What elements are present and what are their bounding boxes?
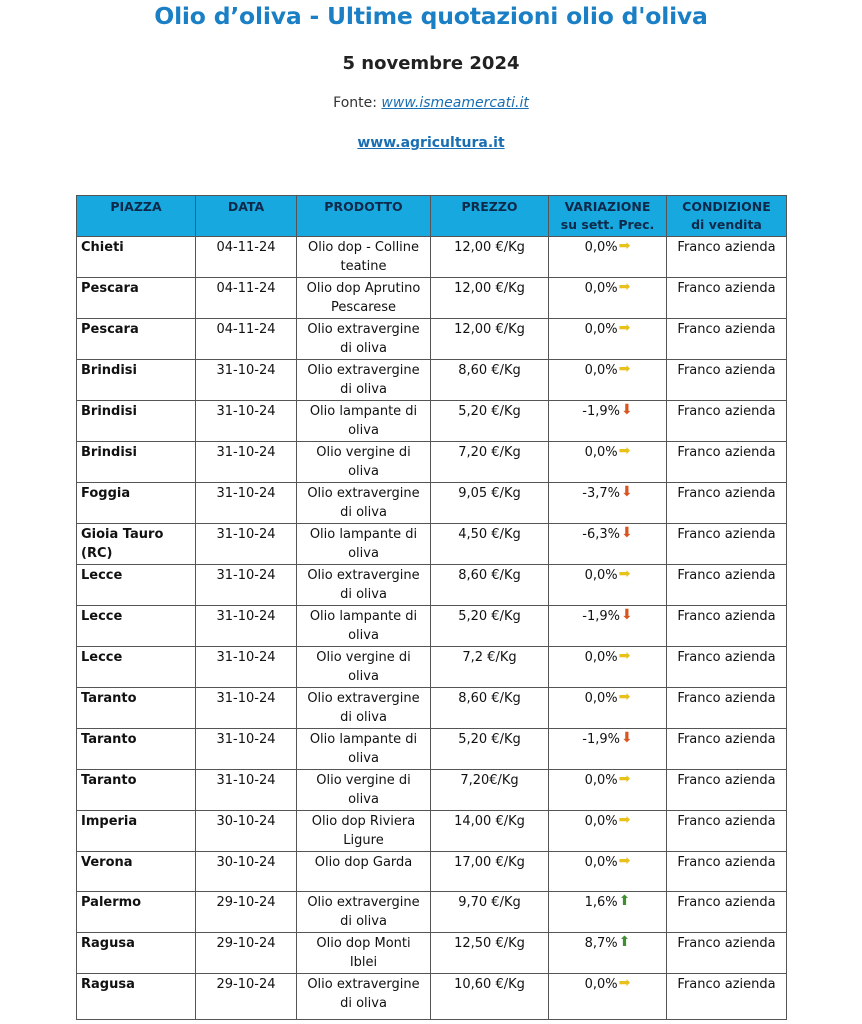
table-row — [77, 811, 787, 852]
data-cell: 04-11-24 — [196, 278, 297, 319]
prezzo-cell: 4,50 €/Kg — [431, 524, 549, 565]
variazione-cell — [549, 933, 667, 974]
variazione-value: 0,0% — [584, 977, 618, 992]
variazione-cell — [549, 278, 667, 319]
data-cell: 30-10-24 — [196, 811, 297, 852]
variazione-value: 0,0% — [584, 855, 618, 870]
data-cell: 29-10-24 — [196, 933, 297, 974]
trend-down-arrow-icon: ⬇ — [620, 730, 633, 746]
table-row — [77, 892, 787, 933]
data-cell: 31-10-24 — [196, 770, 297, 811]
data-cell: 31-10-24 — [196, 647, 297, 688]
prezzo-cell: 7,20€/Kg — [431, 770, 549, 811]
table-row — [77, 852, 787, 892]
piazza-cell: Foggia — [77, 483, 196, 524]
prezzo-cell: 9,05 €/Kg — [431, 483, 549, 524]
prezzo-cell: 5,20 €/Kg — [431, 606, 549, 647]
table-row — [77, 360, 787, 401]
variazione-value: 0,0% — [584, 281, 618, 296]
table-header-row — [77, 196, 787, 237]
prezzo-cell: 12,00 €/Kg — [431, 319, 549, 360]
condizione-cell: Franco azienda — [667, 278, 787, 319]
data-cell: 31-10-24 — [196, 729, 297, 770]
trend-right-arrow-icon: ➡ — [618, 689, 631, 705]
prodotto-cell: Olio dop Aprutino Pescarese — [297, 278, 431, 319]
variazione-value: 0,0% — [584, 773, 618, 788]
header-variazione — [549, 196, 667, 237]
variazione-cell — [549, 565, 667, 606]
table-row — [77, 237, 787, 278]
header-condizione-line1: CONDIZIONE — [682, 199, 771, 214]
header-data: DATA — [196, 196, 297, 237]
piazza-cell: Lecce — [77, 565, 196, 606]
prezzo-cell: 12,50 €/Kg — [431, 933, 549, 974]
condizione-cell: Franco azienda — [667, 811, 787, 852]
piazza-cell: Brindisi — [77, 360, 196, 401]
variazione-value: -3,7% — [582, 486, 620, 501]
prezzo-cell: 7,20 €/Kg — [431, 442, 549, 483]
prodotto-cell: Olio extravergine di oliva — [297, 360, 431, 401]
variazione-cell — [549, 770, 667, 811]
source-link[interactable]: www.ismeamercati.it — [381, 95, 529, 111]
condizione-cell: Franco azienda — [667, 483, 787, 524]
site-line — [0, 135, 862, 151]
piazza-cell: Lecce — [77, 647, 196, 688]
trend-right-arrow-icon: ➡ — [618, 320, 631, 336]
variazione-cell — [549, 647, 667, 688]
piazza-cell: Palermo — [77, 892, 196, 933]
trend-right-arrow-icon: ➡ — [618, 975, 631, 991]
variazione-cell — [549, 319, 667, 360]
table-row — [77, 729, 787, 770]
page-title: Olio d’oliva - Ultime quotazioni olio d'oliva — [154, 2, 708, 30]
trend-right-arrow-icon: ➡ — [618, 648, 631, 664]
trend-down-arrow-icon: ⬇ — [620, 402, 633, 418]
piazza-cell: Brindisi — [77, 442, 196, 483]
variazione-cell — [549, 524, 667, 565]
prodotto-cell: Olio extravergine di oliva — [297, 319, 431, 360]
trend-right-arrow-icon: ➡ — [618, 771, 631, 787]
condizione-cell: Franco azienda — [667, 565, 787, 606]
piazza-cell: Taranto — [77, 688, 196, 729]
piazza-cell: Taranto — [77, 770, 196, 811]
prezzo-cell: 12,00 €/Kg — [431, 237, 549, 278]
variazione-value: 0,0% — [584, 814, 618, 829]
variazione-cell — [549, 360, 667, 401]
condizione-cell: Franco azienda — [667, 729, 787, 770]
variazione-cell — [549, 401, 667, 442]
trend-down-arrow-icon: ⬇ — [620, 607, 633, 623]
trend-right-arrow-icon: ➡ — [618, 812, 631, 828]
condizione-cell: Franco azienda — [667, 442, 787, 483]
table-row — [77, 688, 787, 729]
prezzo-cell: 14,00 €/Kg — [431, 811, 549, 852]
prezzo-cell: 5,20 €/Kg — [431, 401, 549, 442]
table-row — [77, 565, 787, 606]
piazza-cell: Chieti — [77, 237, 196, 278]
variazione-value: 0,0% — [584, 445, 618, 460]
prodotto-cell: Olio extravergine di oliva — [297, 688, 431, 729]
piazza-cell: Imperia — [77, 811, 196, 852]
data-cell: 31-10-24 — [196, 483, 297, 524]
table-row — [77, 647, 787, 688]
condizione-cell: Franco azienda — [667, 360, 787, 401]
prodotto-cell: Olio extravergine di oliva — [297, 565, 431, 606]
condizione-cell: Franco azienda — [667, 688, 787, 729]
site-link[interactable]: www.agricultura.it — [357, 135, 505, 151]
table-row — [77, 974, 787, 1020]
variazione-cell — [549, 483, 667, 524]
header-prodotto: PRODOTTO — [297, 196, 431, 237]
prodotto-cell: Olio lampante di oliva — [297, 729, 431, 770]
variazione-value: 0,0% — [584, 240, 618, 255]
variazione-value: 8,7% — [584, 936, 618, 951]
piazza-cell: Pescara — [77, 319, 196, 360]
prezzo-cell: 17,00 €/Kg — [431, 852, 549, 892]
variazione-value: 1,6% — [584, 895, 618, 910]
prezzo-cell: 8,60 €/Kg — [431, 565, 549, 606]
header-variazione-line1: VARIAZIONE — [564, 199, 651, 214]
condizione-cell: Franco azienda — [667, 974, 787, 1020]
prodotto-cell: Olio lampante di oliva — [297, 401, 431, 442]
condizione-cell: Franco azienda — [667, 401, 787, 442]
prezzo-cell: 9,70 €/Kg — [431, 892, 549, 933]
header-variazione-line2: su sett. Prec. — [560, 217, 655, 232]
condizione-cell: Franco azienda — [667, 606, 787, 647]
prodotto-cell: Olio extravergine di oliva — [297, 483, 431, 524]
data-cell: 31-10-24 — [196, 401, 297, 442]
source-line — [0, 95, 862, 111]
prodotto-cell: Olio dop - Colline teatine — [297, 237, 431, 278]
trend-right-arrow-icon: ➡ — [618, 853, 631, 869]
piazza-cell: Brindisi — [77, 401, 196, 442]
table-row — [77, 278, 787, 319]
variazione-value: 0,0% — [584, 322, 618, 337]
table-row — [77, 933, 787, 974]
trend-right-arrow-icon: ➡ — [618, 566, 631, 582]
trend-up-arrow-icon: ⬆ — [618, 893, 631, 909]
prodotto-cell: Olio extravergine di oliva — [297, 974, 431, 1020]
trend-right-arrow-icon: ➡ — [618, 238, 631, 254]
prodotto-cell: Olio vergine di oliva — [297, 442, 431, 483]
prodotto-cell: Olio dop Garda — [297, 852, 431, 892]
trend-right-arrow-icon: ➡ — [618, 443, 631, 459]
variazione-cell — [549, 237, 667, 278]
data-cell: 31-10-24 — [196, 565, 297, 606]
trend-up-arrow-icon: ⬆ — [618, 934, 631, 950]
piazza-cell: Taranto — [77, 729, 196, 770]
prodotto-cell: Olio lampante di oliva — [297, 606, 431, 647]
variazione-cell — [549, 974, 667, 1020]
variazione-cell — [549, 811, 667, 852]
report-date: 5 novembre 2024 — [342, 53, 520, 74]
data-cell: 29-10-24 — [196, 892, 297, 933]
table-row — [77, 483, 787, 524]
variazione-cell — [549, 442, 667, 483]
header-condizione — [667, 196, 787, 237]
prezzo-cell: 5,20 €/Kg — [431, 729, 549, 770]
variazione-value: -6,3% — [582, 527, 620, 542]
trend-right-arrow-icon: ➡ — [618, 361, 631, 377]
prodotto-cell: Olio vergine di oliva — [297, 647, 431, 688]
variazione-cell — [549, 606, 667, 647]
data-cell: 04-11-24 — [196, 237, 297, 278]
table-row — [77, 770, 787, 811]
prezzo-cell: 8,60 €/Kg — [431, 360, 549, 401]
source-label: Fonte: — [333, 95, 382, 111]
data-cell: 29-10-24 — [196, 974, 297, 1020]
header-condizione-line2: di vendita — [691, 217, 762, 232]
prodotto-cell: Olio extravergine di oliva — [297, 892, 431, 933]
piazza-cell: Gioia Tauro (RC) — [77, 524, 196, 565]
condizione-cell: Franco azienda — [667, 770, 787, 811]
prodotto-cell: Olio lampante di oliva — [297, 524, 431, 565]
data-cell: 31-10-24 — [196, 688, 297, 729]
table-row — [77, 401, 787, 442]
variazione-value: 0,0% — [584, 691, 618, 706]
prodotto-cell: Olio dop Riviera Ligure — [297, 811, 431, 852]
table-row — [77, 442, 787, 483]
variazione-cell — [549, 852, 667, 892]
header-piazza: PIAZZA — [77, 196, 196, 237]
table-row — [77, 524, 787, 565]
variazione-value: -1,9% — [582, 404, 620, 419]
variazione-cell — [549, 892, 667, 933]
trend-down-arrow-icon: ⬇ — [620, 484, 633, 500]
prodotto-cell: Olio dop Monti Iblei — [297, 933, 431, 974]
prodotto-cell: Olio vergine di oliva — [297, 770, 431, 811]
data-cell: 31-10-24 — [196, 360, 297, 401]
condizione-cell: Franco azienda — [667, 892, 787, 933]
prezzo-cell: 10,60 €/Kg — [431, 974, 549, 1020]
prezzo-cell: 7,2 €/Kg — [431, 647, 549, 688]
trend-down-arrow-icon: ⬇ — [620, 525, 633, 541]
condizione-cell: Franco azienda — [667, 319, 787, 360]
trend-right-arrow-icon: ➡ — [618, 279, 631, 295]
data-cell: 31-10-24 — [196, 442, 297, 483]
header-prezzo: PREZZO — [431, 196, 549, 237]
table-row — [77, 606, 787, 647]
variazione-cell — [549, 729, 667, 770]
data-cell: 31-10-24 — [196, 606, 297, 647]
prezzo-cell: 8,60 €/Kg — [431, 688, 549, 729]
variazione-value: -1,9% — [582, 609, 620, 624]
variazione-value: 0,0% — [584, 650, 618, 665]
piazza-cell: Pescara — [77, 278, 196, 319]
variazione-cell — [549, 688, 667, 729]
table-row — [77, 319, 787, 360]
data-cell: 30-10-24 — [196, 852, 297, 892]
condizione-cell: Franco azienda — [667, 933, 787, 974]
piazza-cell: Ragusa — [77, 933, 196, 974]
condizione-cell: Franco azienda — [667, 852, 787, 892]
variazione-value: 0,0% — [584, 363, 618, 378]
condizione-cell: Franco azienda — [667, 237, 787, 278]
variazione-value: -1,9% — [582, 732, 620, 747]
piazza-cell: Verona — [77, 852, 196, 892]
prezzo-cell: 12,00 €/Kg — [431, 278, 549, 319]
condizione-cell: Franco azienda — [667, 524, 787, 565]
variazione-value: 0,0% — [584, 568, 618, 583]
piazza-cell: Lecce — [77, 606, 196, 647]
piazza-cell: Ragusa — [77, 974, 196, 1020]
data-cell: 04-11-24 — [196, 319, 297, 360]
price-table — [76, 195, 787, 1020]
condizione-cell: Franco azienda — [667, 647, 787, 688]
data-cell: 31-10-24 — [196, 524, 297, 565]
